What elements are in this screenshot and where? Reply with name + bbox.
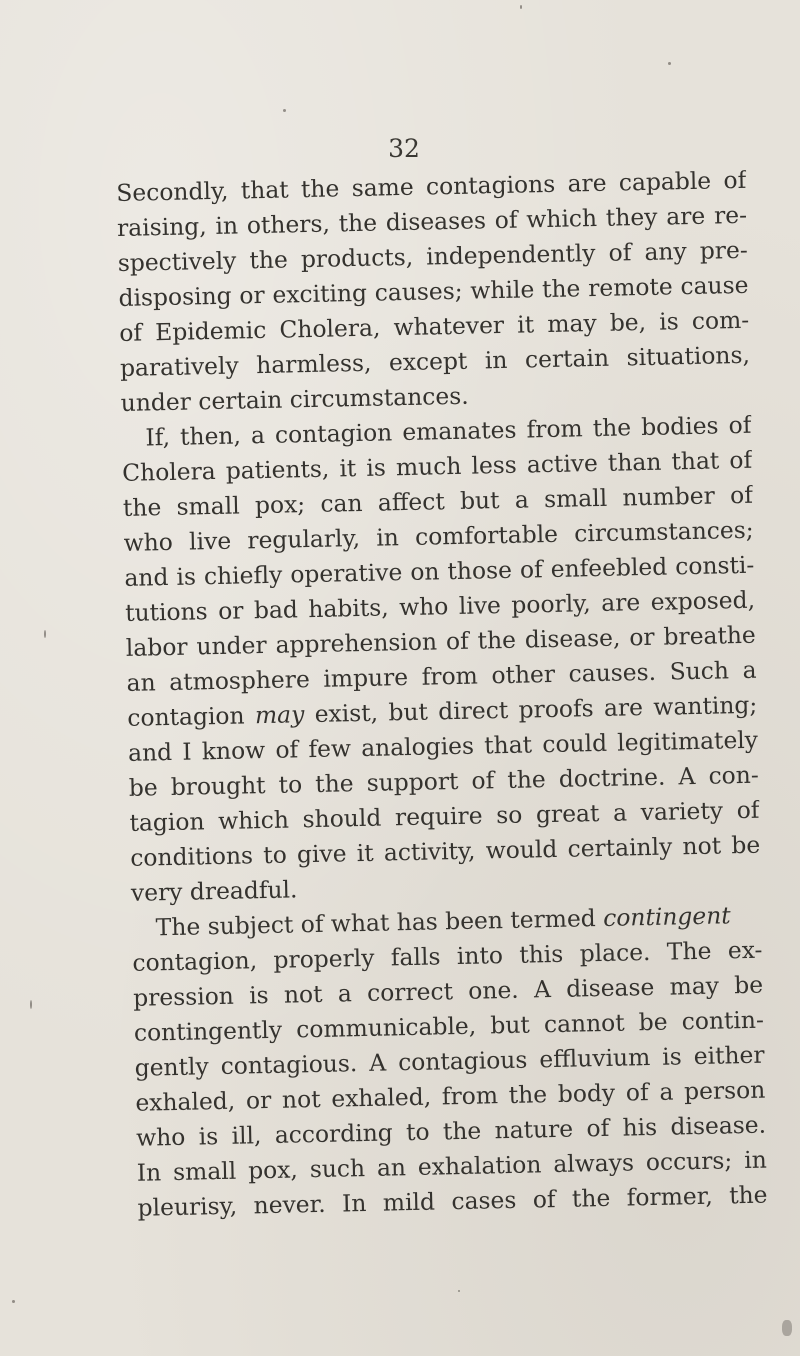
text-line: In small pox, such an exhalation always occurs; in — [136, 1145, 768, 1187]
paper-speck — [30, 1000, 32, 1009]
text-line: conditions to give it activity, would certainly not be — [129, 830, 761, 872]
text-segment: The subject of what has been termed — [155, 903, 604, 942]
text-line: tutions or bad habits, who live poorly, are exposed, — [124, 585, 756, 627]
paper-speck — [668, 62, 671, 65]
italic-word: may — [254, 700, 305, 730]
text-line: who is ill, according to the nature of his disease. — [135, 1110, 767, 1152]
body-text — [116, 163, 768, 1226]
text-line: and I know of few analogies that could legitimately — [127, 725, 759, 767]
text-segment: exist, but direct proofs are wanting; — [303, 690, 758, 729]
paper-speck — [283, 109, 286, 112]
text-line: paratively harmless, except in certain situations, — [119, 340, 751, 382]
page-number: 32 — [388, 134, 420, 163]
italic-word: contingent — [602, 901, 731, 932]
text-line: an atmosphere impure from other causes. Such a — [126, 655, 757, 697]
text-segment: contagion — [127, 701, 256, 732]
text-line: and is chiefly operative on those of enfeebled consti- — [124, 550, 755, 592]
text-line: Cholera patients, it is much less active than that of — [121, 445, 753, 487]
text-line: tagion which should require so great a variety of — [129, 795, 760, 837]
text-line: Secondly, that the same contagions are capable of — [116, 165, 747, 207]
text-line: under certain circumstances. — [120, 381, 469, 417]
paper-speck — [12, 1300, 15, 1303]
text-line: disposing or exciting causes; while the remote cause — [118, 270, 749, 312]
paper-speck — [782, 1320, 792, 1336]
text-line: pression is not a correct one. A disease may be — [132, 970, 764, 1012]
paper-speck — [44, 630, 46, 638]
text-line: contingently communicable, but cannot be contin- — [133, 1005, 765, 1047]
text-line: If, then, a contagion emanates from the bodies of — [145, 410, 752, 452]
text-line: raising, in others, the diseases of which they are re- — [116, 200, 748, 242]
text-line: who live regularly, in comfortable circumstances; — [123, 515, 754, 557]
paper-speck — [458, 1290, 460, 1292]
text-line: pleurisy, never. In mild cases of the former, the — [137, 1180, 768, 1222]
text-line: the small pox; can affect but a small number of — [122, 480, 754, 522]
paper-speck — [520, 5, 522, 9]
text-line: be brought to the support of the doctrine. A con- — [128, 760, 759, 802]
text-line: of Epidemic Cholera, whatever it may be, is com- — [118, 305, 750, 347]
text-line: exhaled, or not exhaled, from the body of a person — [135, 1075, 766, 1117]
text-line: labor under apprehension of the disease, or breathe — [125, 620, 757, 662]
text-line: spectively the products, independently of any pre- — [117, 235, 748, 277]
text-line: contagion, properly falls into this place. The ex- — [132, 935, 763, 977]
text-line: gently contagious. A contagious effluvium is either — [134, 1040, 765, 1082]
text-line: very dreadful. — [130, 875, 298, 907]
